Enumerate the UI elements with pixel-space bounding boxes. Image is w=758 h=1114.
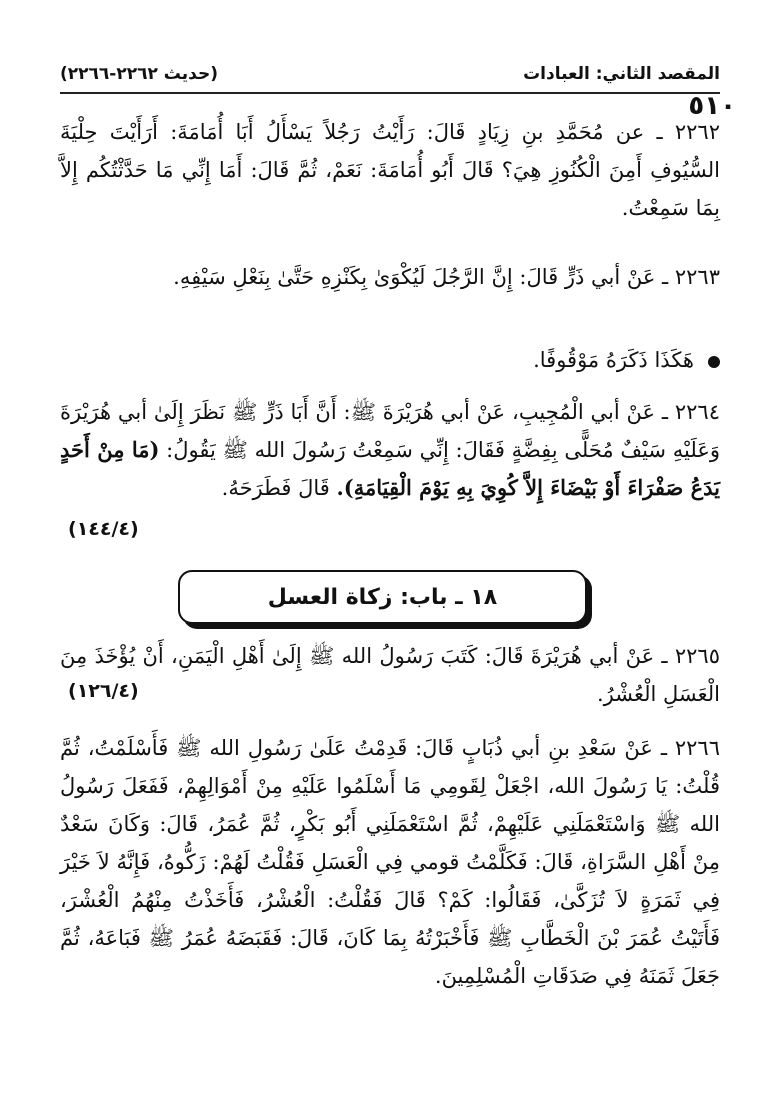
bullet-icon xyxy=(708,356,720,368)
hadith-2264-ending: قَالَ فَطَرَحَهُ. xyxy=(221,476,337,500)
hadith-2263: ٢٢٦٣ ـ عَنْ أبي ذَرٍّ قَالَ: إِنَّ الرَّجُلَ لَيُكْوَىٰ بِكَنْزِهِ حَتَّىٰ بِنَعْلِ سَيْفِهِ. xyxy=(173,265,720,289)
chapter-title: ١٨ ـ باب: زكاة العسل xyxy=(267,584,498,610)
hadith-2265: ٢٢٦٥ ـ عَنْ أبي هُرَيْرَةَ قَالَ: كَتَبَ رَسُولُ الله ﷺ إِلَىٰ أَهْلِ الْيَمَنِ، أَنْ يُؤْخَذَ مِنَ الْعَسَلِ الْعُشْرُ. xyxy=(60,644,720,706)
section-title: المقصد الثاني: العبادات xyxy=(523,64,720,84)
hadith-2264 xyxy=(60,393,720,507)
page-number: ٥١٠ xyxy=(688,91,736,121)
chapter-heading xyxy=(178,570,587,624)
note-text: هَكَذَا ذَكَرَهُ مَوْقُوفًا. xyxy=(533,348,694,372)
page-header xyxy=(60,60,720,94)
hadith-2264-intro: ٢٢٦٤ ـ عَنْ أبي الْمُجِيبِ، عَنْ أبي هُرَيْرَةَ ﷺ: أَنَّ أَبَا ذَرٍّ ﷺ نَظَرَ إِلَىٰ أبي هُرَيْرَةَ وَعَلَيْهِ سَيْفٌ مُحَلًّى بِفِضَّةٍ فَقَالَ: إِنِّي سَمِعْتُ رَسُولَ الله ﷺ يَقُولُ: xyxy=(60,400,720,462)
note-2263 xyxy=(60,341,720,379)
hadith-2264-prophetic-saying: (مَا مِنْ أَحَدٍ يَدَعُ صَفْرَاءَ أَوْ بَيْضَاءَ إِلاَّ كُوِيَ بِهِ يَوْمَ الْقِيَامَةِ). xyxy=(60,437,720,500)
hadith-range: (حديث ٢٢٦٢-٢٢٦٦) xyxy=(60,64,219,84)
hadith-2262: ٢٢٦٢ ـ عن مُحَمَّدِ بنِ زِيَادٍ قَالَ: رَأَيْتُ رَجُلاً يَسْأَلُ أَبَا أُمَامَةَ: أَرَأَيْتَ حِلْيَةَ السُّيُوفِ أَمِنَ الْكُنُوزِ هِيَ؟ قَالَ أَبُو أُمَامَةَ: نَعَمْ، ثُمَّ قَالَ: أَمَا إِنِّي مَا حَدَّثْتُكُم إِلاَّ بِمَا سَمِعْتُ. xyxy=(60,120,720,220)
hadith-2264-reference: (١٤٤/٤) xyxy=(68,518,139,540)
hadith-2265-reference: (١٢٦/٤) xyxy=(68,680,139,702)
hadith-2266: ٢٢٦٦ ـ عَنْ سَعْدِ بنِ أبي ذُبَابٍ قَالَ: قَدِمْتُ عَلَىٰ رَسُولِ الله ﷺ فَأَسْلَمْتُ، ثُمَّ قُلْتُ: يَا رَسُولَ الله، اجْعَلْ لِقَومِي مَا أَسْلَمُوا عَلَيْهِ مِنْ أَمْوَالِهِمْ، فَفَعَلَ رَسُولُ الله ﷺ وَاسْتَعْمَلَنِي عَلَيْهِمْ، ثُمَّ اسْتَعْمَلَنِي أَبُو بَكْرٍ، ثُمَّ عُمَرُ، قَالَ: وَكَانَ سَعْدٌ مِنْ أَهْلِ السَّرَاةِ، قَالَ: فَكَلَّمْتُ قومي فِي الْعَسَلِ فَقُلْتُ لَهُمْ: زَكُّوهُ، فَإِنَّهُ لاَ خَيْرَ فِي ثَمَرَةٍ لاَ تُزَكَّىٰ، فَقَالُوا: كَمْ؟ قَالَ فَقُلْتُ: الْعُشْرُ، فَأَخَذْتُ مِنْهُمُ الْعُشْرَ، فَأَتَيْتُ عُمَرَ بْنَ الْخَطَّابِ ﷺ فَأَخْبَرْتُهُ بِمَا كَانَ، قَالَ: فَقَبَضَهُ عُمَرُ ﷺ فَبَاعَهُ، ثُمَّ جَعَلَ ثَمَنَهُ فِي صَدَقَاتِ الْمُسْلِمِينَ. xyxy=(60,736,720,988)
